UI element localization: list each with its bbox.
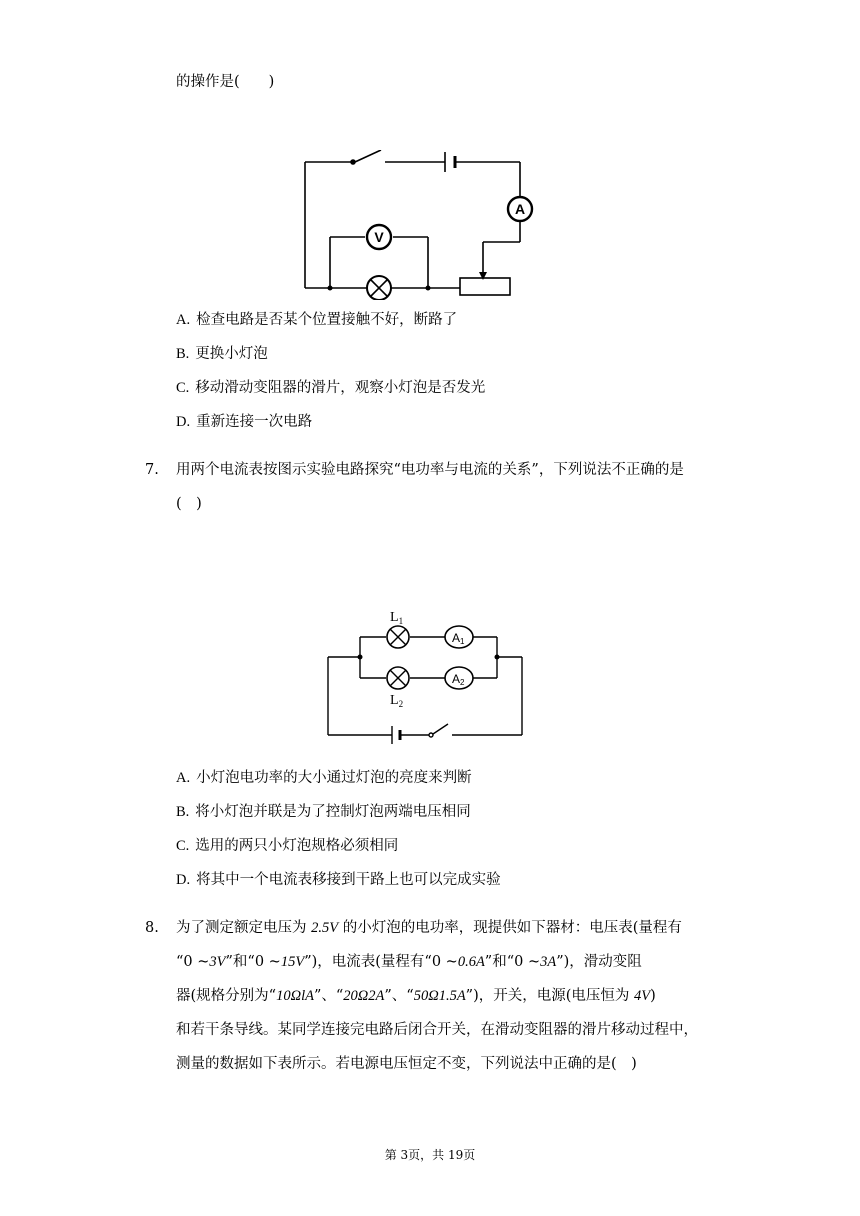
q7-stem-line1: 用两个电流表按图示实验电路探究“电功率与电流的关系”，下列说法不正确的是 (176, 462, 684, 478)
page-footer: 第 3页，共 19页 (384, 1148, 476, 1162)
q8-number: 8. (145, 920, 159, 936)
lamp-l1-label: $L_1$ (390, 610, 404, 626)
q7-circuit-diagram (322, 600, 532, 750)
ammeter-a1-label: A1 (452, 631, 465, 646)
q8-stem-line4: 和若干条导线。某同学连接完电路后闭合开关，在滑动变阻器的滑片移动过程中， (176, 1022, 698, 1038)
q7-option-a: A. 小灯泡电功率的大小通过灯泡的亮度来判断 (176, 770, 472, 786)
q6-stem-tail: 的操作是( ) (176, 74, 275, 90)
q8-stem-line3: 器(规格分别为“10ΩlA”、“20Ω2A”、“50Ω1.5A”)，开关，电源(电压恒为 4V) (176, 988, 656, 1004)
q7-option-d: D. 将其中一个电流表移接到干路上也可以完成实验 (176, 872, 501, 888)
q7-option-b: B. 将小灯泡并联是为了控制灯泡两端电压相同 (176, 804, 471, 820)
q8-stem-line1: 为了测定额定电压为 2.5V 的小灯泡的电功率，现提供如下器材：电压表(量程有 (176, 920, 682, 936)
voltmeter-label: V (374, 229, 384, 245)
lamp-l2-label: $L_2$ (390, 693, 404, 709)
q6-option-d: D. 重新连接一次电路 (176, 414, 313, 430)
q7-number: 7. (145, 462, 159, 478)
q6-option-a: A. 检查电路是否某个位置接触不好，断路了 (176, 312, 458, 328)
q6-circuit-diagram (295, 150, 555, 300)
q8-stem-line2: “0 ~3V”和“0 ~15V”)，电流表(量程有“0 ~0.6A”和“0 ~3A”)，滑动变阻 (176, 954, 642, 970)
q6-option-c: C. 移动滑动变阻器的滑片，观察小灯泡是否发光 (176, 380, 486, 396)
ammeter-label: A (514, 201, 526, 217)
q6-option-b: B. 更换小灯泡 (176, 346, 268, 362)
q7-stem-line2: ( ) (176, 496, 202, 512)
ammeter-a2-label: A2 (452, 672, 465, 687)
q7-option-c: C. 选用的两只小灯泡规格必须相同 (176, 838, 399, 854)
q8-stem-line5: 测量的数据如下表所示。若电源电压恒定不变，下列说法中正确的是( ) (176, 1056, 637, 1072)
